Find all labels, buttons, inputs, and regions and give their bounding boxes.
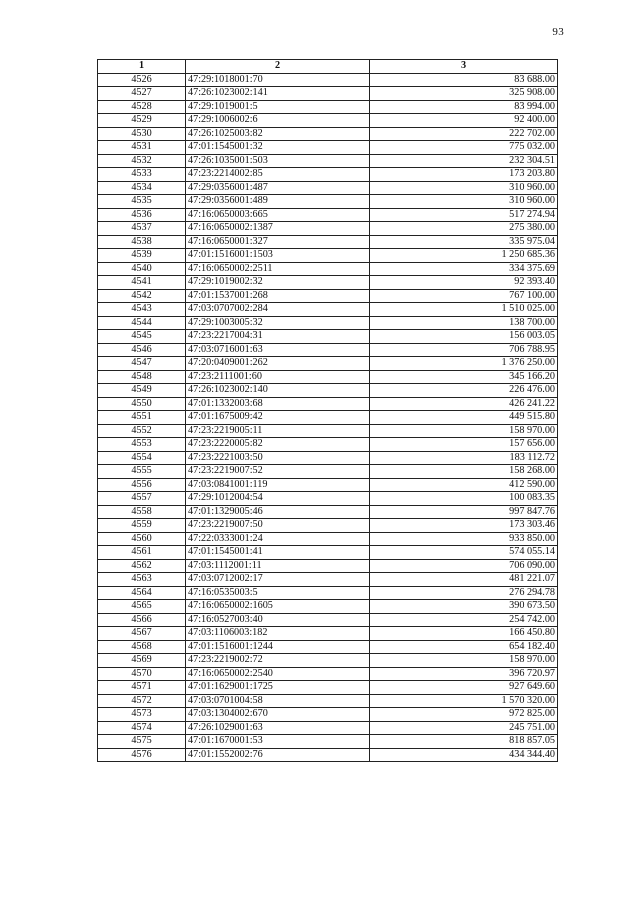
row-number-cell: 4575 [98, 735, 186, 749]
column-header-3: 3 [370, 60, 558, 74]
cadastral-number-cell: 47:29:0356001:489 [186, 195, 370, 209]
cadastral-number-cell: 47:03:1112001:11 [186, 559, 370, 573]
table-row [98, 168, 558, 182]
row-number-cell: 4550 [98, 397, 186, 411]
cadastral-number-cell: 47:26:1023002:140 [186, 384, 370, 398]
cadastral-number-cell: 47:16:0650003:665 [186, 208, 370, 222]
row-number-cell: 4539 [98, 249, 186, 263]
value-cell: 222 702.00 [370, 127, 558, 141]
value-cell: 933 850.00 [370, 532, 558, 546]
cadastral-number-cell: 47:16:0650002:1605 [186, 600, 370, 614]
row-number-cell: 4535 [98, 195, 186, 209]
value-cell: 449 515.80 [370, 411, 558, 425]
table-row [98, 289, 558, 303]
table-row [98, 600, 558, 614]
cadastral-number-cell: 47:03:0707002:284 [186, 303, 370, 317]
cadastral-number-cell: 47:03:1304002:670 [186, 708, 370, 722]
row-number-cell: 4573 [98, 708, 186, 722]
row-number-cell: 4569 [98, 654, 186, 668]
table-row [98, 640, 558, 654]
cadastral-number-cell: 47:01:1516001:1503 [186, 249, 370, 263]
cadastral-number-cell: 47:16:0527003:40 [186, 613, 370, 627]
table-row [98, 519, 558, 533]
table-row [98, 249, 558, 263]
value-cell: 158 970.00 [370, 654, 558, 668]
row-number-cell: 4528 [98, 100, 186, 114]
cadastral-number-cell: 47:29:1006002:6 [186, 114, 370, 128]
table-row [98, 154, 558, 168]
table-header-row [98, 60, 558, 74]
row-number-cell: 4526 [98, 73, 186, 87]
row-number-cell: 4566 [98, 613, 186, 627]
row-number-cell: 4540 [98, 262, 186, 276]
cadastral-number-cell: 47:01:1329005:46 [186, 505, 370, 519]
cadastral-number-cell: 47:01:1545001:32 [186, 141, 370, 155]
cadastral-number-cell: 47:01:1670001:53 [186, 735, 370, 749]
cadastral-number-cell: 47:26:1035001:503 [186, 154, 370, 168]
table-row [98, 114, 558, 128]
table-row [98, 654, 558, 668]
table-row [98, 330, 558, 344]
cadastral-number-cell: 47:16:0650002:1387 [186, 222, 370, 236]
value-cell: 158 268.00 [370, 465, 558, 479]
row-number-cell: 4555 [98, 465, 186, 479]
row-number-cell: 4576 [98, 748, 186, 762]
cadastral-number-cell: 47:26:1025003:82 [186, 127, 370, 141]
cadastral-number-cell: 47:23:2219002:72 [186, 654, 370, 668]
row-number-cell: 4553 [98, 438, 186, 452]
table-row [98, 532, 558, 546]
value-cell: 345 166.20 [370, 370, 558, 384]
table-row [98, 613, 558, 627]
cadastral-number-cell: 47:01:1537001:268 [186, 289, 370, 303]
cadastral-number-cell: 47:03:0716001:63 [186, 343, 370, 357]
row-number-cell: 4560 [98, 532, 186, 546]
value-cell: 83 994.00 [370, 100, 558, 114]
value-cell: 183 112.72 [370, 451, 558, 465]
table-row [98, 559, 558, 573]
value-cell: 412 590.00 [370, 478, 558, 492]
cadastral-number-cell: 47:01:1552002:76 [186, 748, 370, 762]
cadastral-number-cell: 47:23:2219007:52 [186, 465, 370, 479]
value-cell: 310 960.00 [370, 195, 558, 209]
page-number: 93 [552, 26, 564, 38]
row-number-cell: 4536 [98, 208, 186, 222]
cadastral-number-cell: 47:23:2221003:50 [186, 451, 370, 465]
value-cell: 157 656.00 [370, 438, 558, 452]
row-number-cell: 4542 [98, 289, 186, 303]
table-row [98, 303, 558, 317]
cadastral-number-cell: 47:23:2220005:82 [186, 438, 370, 452]
table-row [98, 694, 558, 708]
table-row [98, 208, 558, 222]
row-number-cell: 4544 [98, 316, 186, 330]
cadastral-number-cell: 47:29:1012004:54 [186, 492, 370, 506]
table-row [98, 100, 558, 114]
value-cell: 245 751.00 [370, 721, 558, 735]
value-cell: 138 700.00 [370, 316, 558, 330]
cadastral-number-cell: 47:03:0841001:119 [186, 478, 370, 492]
row-number-cell: 4537 [98, 222, 186, 236]
row-number-cell: 4533 [98, 168, 186, 182]
row-number-cell: 4543 [98, 303, 186, 317]
value-cell: 654 182.40 [370, 640, 558, 654]
cadastral-value-table [97, 59, 558, 762]
row-number-cell: 4571 [98, 681, 186, 695]
row-number-cell: 4534 [98, 181, 186, 195]
value-cell: 426 241.22 [370, 397, 558, 411]
value-cell: 310 960.00 [370, 181, 558, 195]
row-number-cell: 4564 [98, 586, 186, 600]
cadastral-number-cell: 47:01:1516001:1244 [186, 640, 370, 654]
table-row [98, 222, 558, 236]
table-row [98, 127, 558, 141]
cadastral-number-cell: 47:29:1018001:70 [186, 73, 370, 87]
table-row [98, 586, 558, 600]
row-number-cell: 4568 [98, 640, 186, 654]
row-number-cell: 4558 [98, 505, 186, 519]
cadastral-number-cell: 47:01:1629001:1725 [186, 681, 370, 695]
row-number-cell: 4572 [98, 694, 186, 708]
row-number-cell: 4554 [98, 451, 186, 465]
cadastral-number-cell: 47:20:0409001:262 [186, 357, 370, 371]
table-row [98, 73, 558, 87]
row-number-cell: 4562 [98, 559, 186, 573]
table-row [98, 492, 558, 506]
row-number-cell: 4557 [98, 492, 186, 506]
value-cell: 517 274.94 [370, 208, 558, 222]
table-row [98, 465, 558, 479]
value-cell: 997 847.76 [370, 505, 558, 519]
cadastral-number-cell: 47:29:0356001:487 [186, 181, 370, 195]
value-cell: 481 221.07 [370, 573, 558, 587]
table-row [98, 438, 558, 452]
row-number-cell: 4548 [98, 370, 186, 384]
value-cell: 434 344.40 [370, 748, 558, 762]
table-row [98, 667, 558, 681]
value-cell: 100 083.35 [370, 492, 558, 506]
table-row [98, 316, 558, 330]
value-cell: 1 376 250.00 [370, 357, 558, 371]
cadastral-number-cell: 47:26:1029001:63 [186, 721, 370, 735]
table-row [98, 735, 558, 749]
table-row [98, 627, 558, 641]
value-cell: 92 400.00 [370, 114, 558, 128]
value-cell: 574 055.14 [370, 546, 558, 560]
row-number-cell: 4538 [98, 235, 186, 249]
row-number-cell: 4545 [98, 330, 186, 344]
table-row [98, 424, 558, 438]
cadastral-number-cell: 47:29:1003005:32 [186, 316, 370, 330]
table-row [98, 451, 558, 465]
value-cell: 1 570 320.00 [370, 694, 558, 708]
column-header-2: 2 [186, 60, 370, 74]
row-number-cell: 4546 [98, 343, 186, 357]
row-number-cell: 4532 [98, 154, 186, 168]
row-number-cell: 4527 [98, 87, 186, 101]
cadastral-number-cell: 47:16:0650002:2540 [186, 667, 370, 681]
value-cell: 275 380.00 [370, 222, 558, 236]
cadastral-number-cell: 47:23:2219007:50 [186, 519, 370, 533]
value-cell: 325 908.00 [370, 87, 558, 101]
row-number-cell: 4565 [98, 600, 186, 614]
table-row [98, 276, 558, 290]
value-cell: 706 090.00 [370, 559, 558, 573]
row-number-cell: 4561 [98, 546, 186, 560]
table-row [98, 411, 558, 425]
row-number-cell: 4551 [98, 411, 186, 425]
value-cell: 334 375.69 [370, 262, 558, 276]
cadastral-number-cell: 47:16:0535003:5 [186, 586, 370, 600]
cadastral-number-cell: 47:03:0701004:58 [186, 694, 370, 708]
value-cell: 254 742.00 [370, 613, 558, 627]
table-row [98, 384, 558, 398]
value-cell: 972 825.00 [370, 708, 558, 722]
cadastral-number-cell: 47:01:1545001:41 [186, 546, 370, 560]
cadastral-number-cell: 47:01:1332003:68 [186, 397, 370, 411]
value-cell: 818 857.05 [370, 735, 558, 749]
value-cell: 276 294.78 [370, 586, 558, 600]
cadastral-number-cell: 47:29:1019001:5 [186, 100, 370, 114]
table-row [98, 708, 558, 722]
row-number-cell: 4559 [98, 519, 186, 533]
table-row [98, 370, 558, 384]
cadastral-number-cell: 47:01:1675009:42 [186, 411, 370, 425]
row-number-cell: 4567 [98, 627, 186, 641]
value-cell: 390 673.50 [370, 600, 558, 614]
cadastral-number-cell: 47:23:2219005:11 [186, 424, 370, 438]
table-row [98, 573, 558, 587]
value-cell: 767 100.00 [370, 289, 558, 303]
table-row [98, 181, 558, 195]
table-row [98, 141, 558, 155]
value-cell: 156 003.05 [370, 330, 558, 344]
row-number-cell: 4531 [98, 141, 186, 155]
value-cell: 775 032.00 [370, 141, 558, 155]
cadastral-number-cell: 47:23:2214002:85 [186, 168, 370, 182]
row-number-cell: 4570 [98, 667, 186, 681]
table-row [98, 195, 558, 209]
value-cell: 158 970.00 [370, 424, 558, 438]
value-cell: 173 303.46 [370, 519, 558, 533]
row-number-cell: 4556 [98, 478, 186, 492]
table-row [98, 748, 558, 762]
cadastral-number-cell: 47:03:0712002:17 [186, 573, 370, 587]
table-row [98, 478, 558, 492]
value-cell: 396 720.97 [370, 667, 558, 681]
value-cell: 1 510 025.00 [370, 303, 558, 317]
cadastral-number-cell: 47:23:2111001:60 [186, 370, 370, 384]
row-number-cell: 4529 [98, 114, 186, 128]
table-row [98, 681, 558, 695]
cadastral-number-cell: 47:03:1106003:182 [186, 627, 370, 641]
table-row [98, 235, 558, 249]
value-cell: 1 250 685.36 [370, 249, 558, 263]
value-cell: 92 393.40 [370, 276, 558, 290]
value-cell: 166 450.80 [370, 627, 558, 641]
table-row [98, 262, 558, 276]
table-body [98, 73, 558, 762]
value-cell: 83 688.00 [370, 73, 558, 87]
cadastral-number-cell: 47:16:0650001:327 [186, 235, 370, 249]
table-row [98, 357, 558, 371]
value-cell: 226 476.00 [370, 384, 558, 398]
cadastral-number-cell: 47:26:1023002:141 [186, 87, 370, 101]
cadastral-number-cell: 47:22:0333001:24 [186, 532, 370, 546]
value-cell: 706 788.95 [370, 343, 558, 357]
table-row [98, 546, 558, 560]
row-number-cell: 4549 [98, 384, 186, 398]
cadastral-number-cell: 47:29:1019002:32 [186, 276, 370, 290]
table-row [98, 397, 558, 411]
table-row [98, 343, 558, 357]
cadastral-number-cell: 47:23:2217004:31 [186, 330, 370, 344]
table-row [98, 505, 558, 519]
row-number-cell: 4530 [98, 127, 186, 141]
cadastral-number-cell: 47:16:0650002:2511 [186, 262, 370, 276]
column-header-1: 1 [98, 60, 186, 74]
row-number-cell: 4541 [98, 276, 186, 290]
value-cell: 173 203.80 [370, 168, 558, 182]
value-cell: 927 649.60 [370, 681, 558, 695]
value-cell: 232 304.51 [370, 154, 558, 168]
row-number-cell: 4552 [98, 424, 186, 438]
table-row [98, 87, 558, 101]
table-row [98, 721, 558, 735]
row-number-cell: 4547 [98, 357, 186, 371]
value-cell: 335 975.04 [370, 235, 558, 249]
row-number-cell: 4574 [98, 721, 186, 735]
row-number-cell: 4563 [98, 573, 186, 587]
